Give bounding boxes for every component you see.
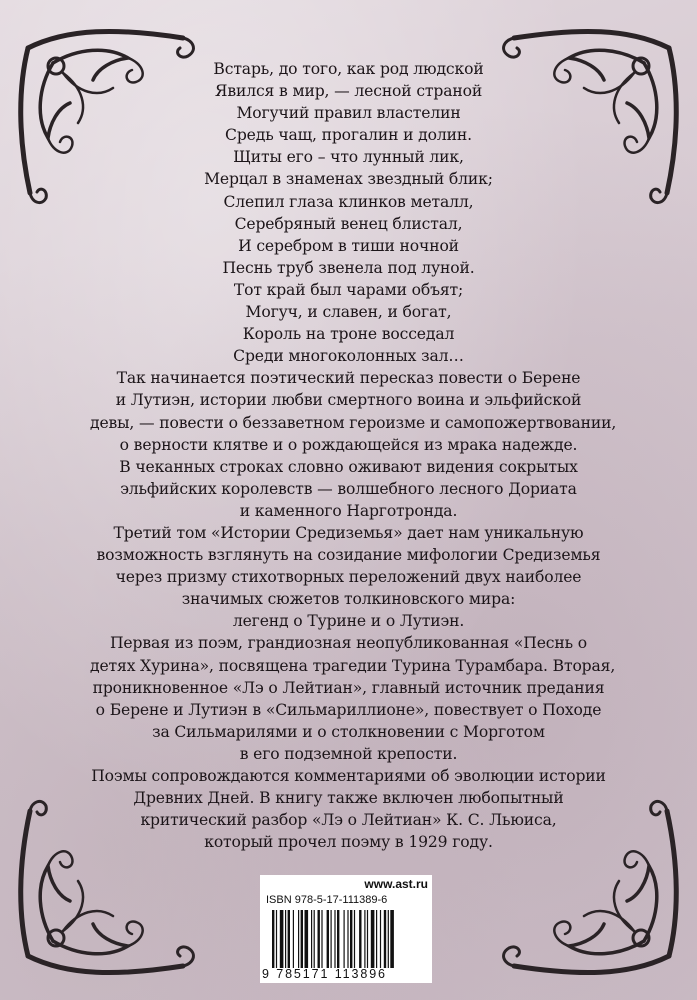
blurb-text [90, 58, 617, 853]
poem-line: Средь чащ, прогалин и долин. [225, 126, 472, 145]
poem-line: Слепил глаза клинков металл, [223, 192, 474, 211]
poem-line: Серебряный венец блистал, [234, 214, 463, 233]
paragraph-line: девы, — повести о беззаветном героизме и самопожертвовании, [90, 413, 617, 432]
poem-line: Встарь, до того, как род людской [213, 60, 484, 78]
poem-line: Щиты его – что лунный лик, [233, 148, 464, 167]
paragraph-line: за Сильмарилями и о столкновении с Морготом [152, 722, 545, 741]
paragraph-line: Поэмы сопровождаются комментариями об эволюции истории [91, 767, 606, 785]
poem-line: Могуч, и славен, и богат, [245, 303, 452, 322]
paragraph-line: детях Хурина», посвящена трагедии Турина Турамбара. Вторая, [90, 656, 616, 675]
paragraph-line: Первая из поэм, грандиозная неопубликованная «Песнь о [109, 634, 588, 653]
poem-line: Тот край был чарами объят; [233, 280, 464, 299]
poem-line: Мерцал в знаменах звездный блик; [204, 170, 493, 189]
poem-line: Песнь труб звенела под луной. [222, 258, 475, 277]
poem-line: Могучий правил властелин [236, 104, 461, 123]
paragraph-line: о верности клятве и о рождающейся из мрака надежде. [119, 435, 578, 454]
barcode-icon [272, 910, 428, 968]
paragraph-line: критический разбор «Лэ о Лейтиан» К. С. Льюиса, [140, 811, 557, 830]
paragraph-line: значимых сюжетов толкиновского мира: [181, 590, 516, 609]
paragraph-line: Древних Дней. В книгу также включен любопытный [133, 789, 564, 808]
poem-line: Явился в мир, — лесной страной [214, 82, 483, 101]
isbn-label: ISBN 978-5-17-111389-6 [266, 894, 388, 906]
paragraph-line: Третий том «Истории Средиземья» дает нам уникальную [113, 523, 584, 542]
paragraph-line: в его подземной крепости. [239, 744, 458, 763]
paragraph-line: который прочел поэму в 1929 году. [204, 833, 493, 852]
paragraph-line: о Берене и Лутиэн в «Сильмариллионе», повествует о Походе [95, 700, 602, 719]
paragraph-line: эльфийских королевств — волшебного лесного Дориата [120, 479, 577, 498]
poem-line: Король на троне восседал [242, 325, 455, 344]
publisher-url: www.ast.ru [364, 877, 428, 891]
paragraph-line: Так начинается поэтический пересказ повести о Берене [116, 369, 581, 388]
paragraph-line: и Лутиэн, истории любви смертного воина и эльфийской [115, 391, 582, 410]
paragraph-line: проникновенное «Лэ о Лейтиан», главный источник предания [92, 678, 605, 697]
poem-line: Среди многоколонных зал… [233, 347, 464, 366]
poem-line: И серебром в тиши ночной [238, 236, 459, 255]
paragraph-line: В чеканных строках словно оживают видения сокрытых [119, 457, 578, 476]
paragraph-line: через призму стихотворных переложений двух наиболее [115, 568, 582, 587]
paragraph-line: возможность взглянуть на созидание мифологии Средиземья [96, 546, 601, 565]
paragraph-line: легенд о Турине и о Лутиэн. [232, 612, 465, 631]
paragraph-line: и каменного Нарготронда. [239, 501, 458, 520]
barcode-block [260, 875, 432, 983]
barcode-digits: 9 785171 113896 [262, 967, 387, 981]
